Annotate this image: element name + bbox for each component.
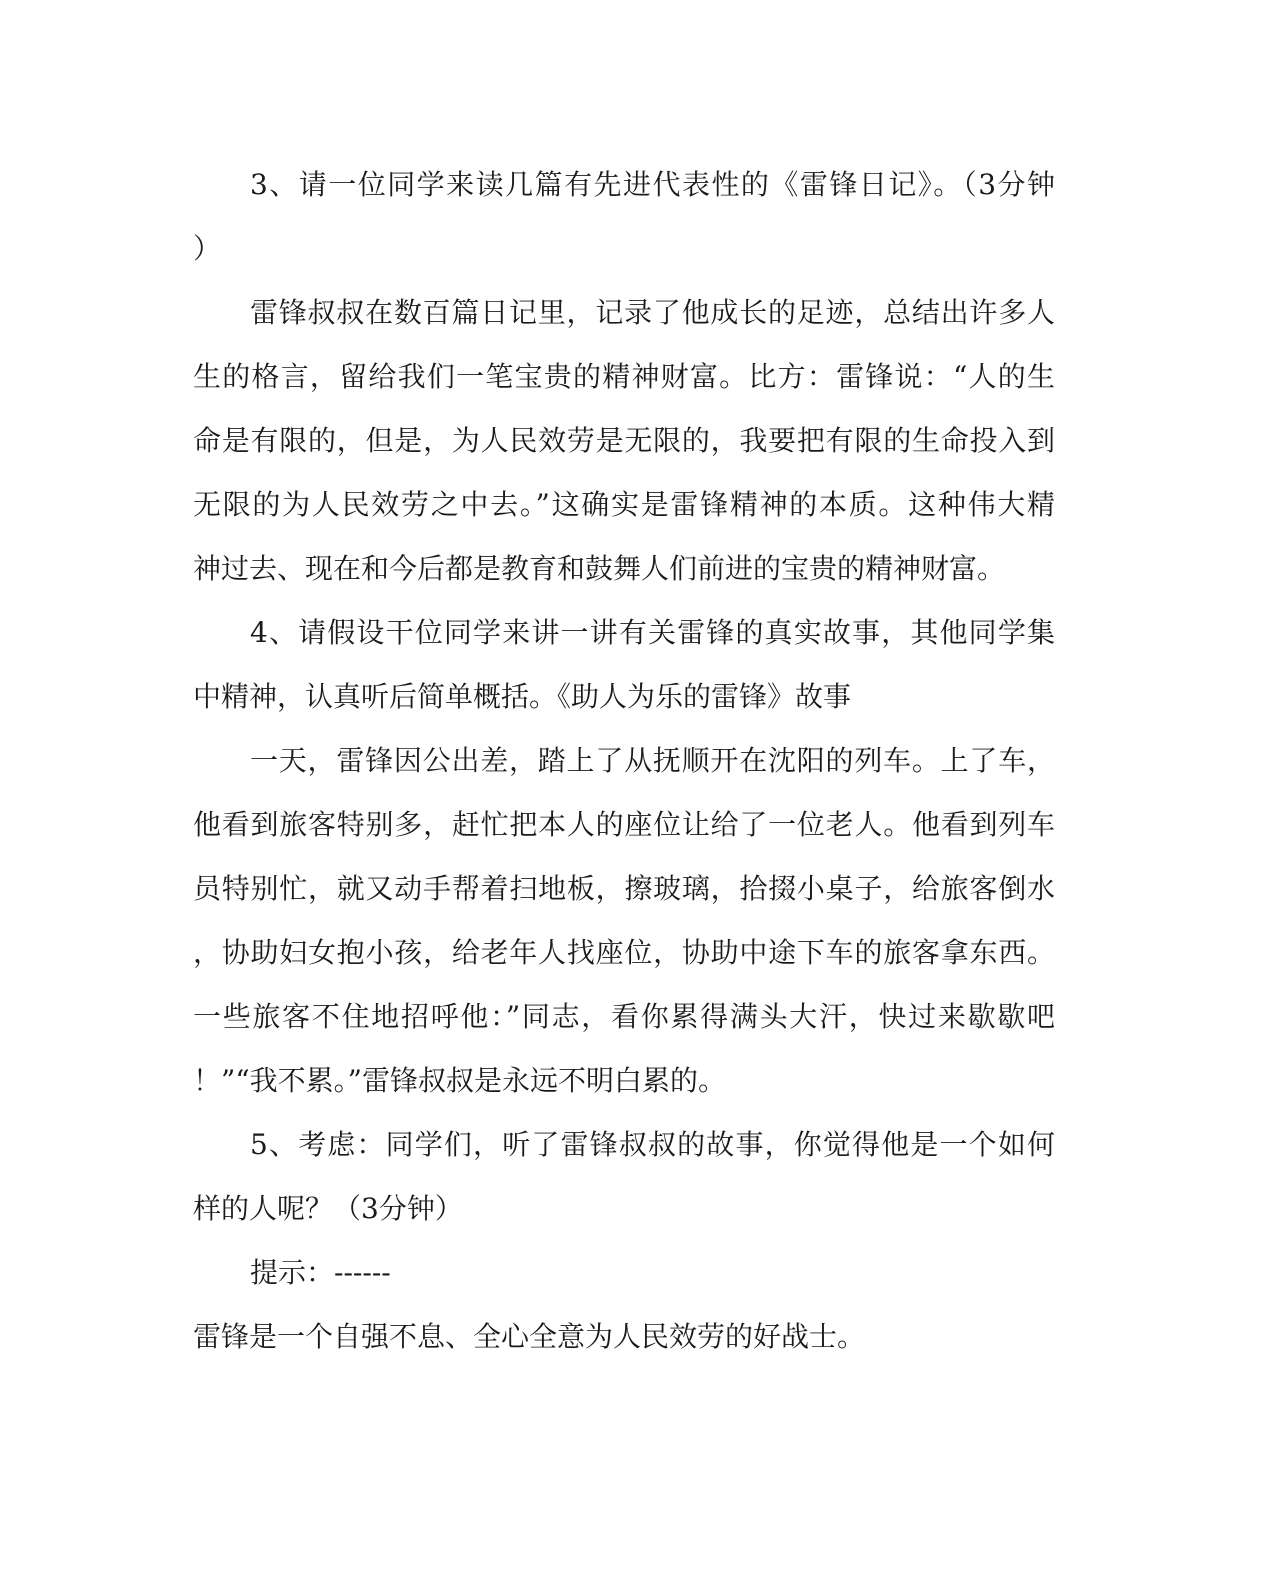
text-line: ） — [193, 232, 222, 265]
text-line: 提示：------ — [250, 1256, 391, 1289]
text-line: 样的人呢？（3分钟） — [193, 1192, 463, 1225]
text-line: 3、请一位同学来读几篇有先进代表性的《雷锋日记》。（3分钟 — [250, 168, 1055, 201]
text-line: 神过去、现在和今后都是教育和鼓舞人们前进的宝贵的精神财富。 — [193, 552, 1006, 585]
text-line: 命是有限的，但是，为人民效劳是无限的，我要把有限的生命投入到 — [193, 424, 1055, 457]
text-line: 一天，雷锋因公出差，踏上了从抚顺开在沈阳的列车。上了车， — [250, 744, 1055, 777]
text-line: 一些旅客不住地招呼他：”同志，看你累得满头大汗，快过来歇歇吧 — [193, 1000, 1055, 1033]
text-line: ，协助妇女抱小孩，给老年人找座位，协助中途下车的旅客拿东西。 — [193, 936, 1055, 969]
text-line: 5、考虑：同学们，听了雷锋叔叔的故事，你觉得他是一个如何 — [250, 1128, 1055, 1161]
text-line: ！”“我不累。”雷锋叔叔是永远不明白累的。 — [193, 1064, 726, 1097]
text-line: 员特别忙，就又动手帮着扫地板，擦玻璃，拾掇小桌子，给旅客倒水 — [193, 872, 1055, 905]
text-line: 中精神，认真听后简单概括。《助人为乐的雷锋》故事 — [193, 680, 852, 713]
text-line: 雷锋是一个自强不息、全心全意为人民效劳的好战士。 — [193, 1320, 866, 1353]
text-line: 生的格言，留给我们一笔宝贵的精神财富。比方：雷锋说：“人的生 — [193, 360, 1055, 393]
text-line: 无限的为人民效劳之中去。”这确实是雷锋精神的本质。这种伟大精 — [193, 488, 1055, 521]
text-line: 雷锋叔叔在数百篇日记里，记录了他成长的足迹，总结出许多人 — [250, 296, 1055, 329]
text-line: 他看到旅客特别多，赶忙把本人的座位让给了一位老人。他看到列车 — [193, 808, 1055, 841]
text-line: 4、请假设干位同学来讲一讲有关雷锋的真实故事，其他同学集 — [250, 616, 1055, 649]
